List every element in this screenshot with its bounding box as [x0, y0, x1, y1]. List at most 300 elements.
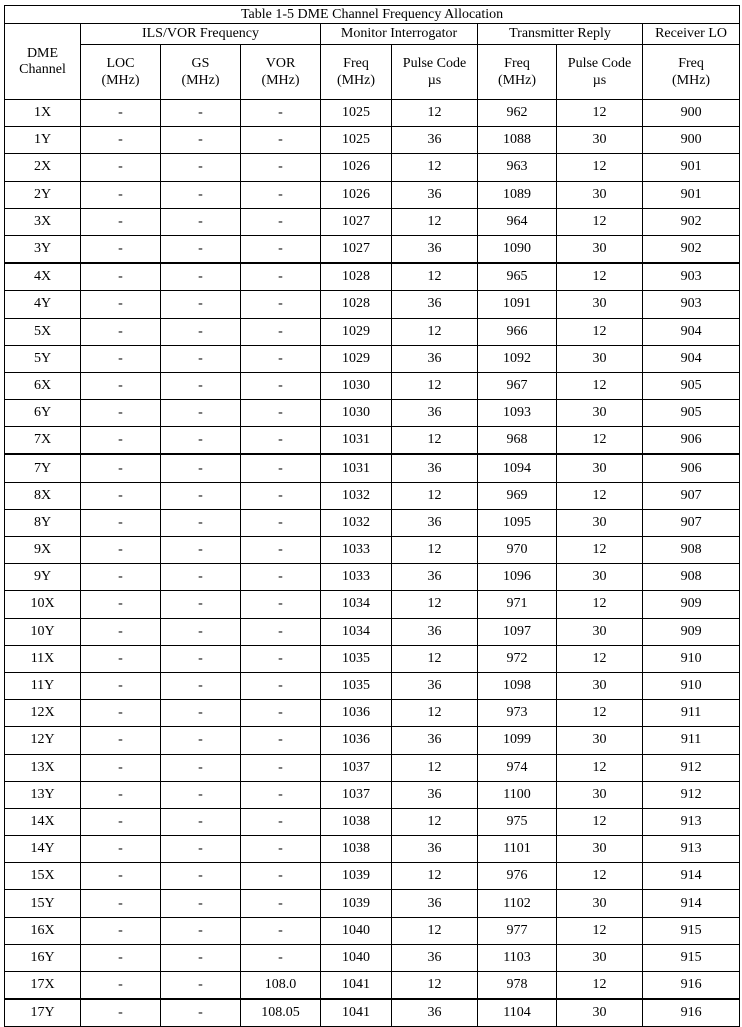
vor-cell: - — [241, 427, 321, 455]
transmitter-pulse-cell: 30 — [557, 454, 643, 482]
monitor-freq-cell: 1028 — [321, 291, 392, 318]
monitor-freq-cell: 1036 — [321, 700, 392, 727]
channel-cell: 4Y — [5, 291, 81, 318]
gs-cell: - — [161, 972, 241, 1000]
transmitter-pulse-cell: 12 — [557, 318, 643, 345]
monitor-pulse-cell: 12 — [392, 917, 478, 944]
transmitter-freq-cell: 1094 — [478, 454, 557, 482]
header-transmitter-freq-l2: (MHz) — [497, 73, 537, 88]
gs-cell: - — [161, 863, 241, 890]
table-row — [5, 999, 740, 1027]
channel-cell: 11Y — [5, 672, 81, 699]
table-row — [5, 700, 740, 727]
transmitter-freq-cell: 1096 — [478, 564, 557, 591]
vor-cell: - — [241, 263, 321, 291]
receiver-freq-cell: 909 — [643, 591, 740, 618]
channel-cell: 3X — [5, 208, 81, 235]
vor-cell: - — [241, 917, 321, 944]
monitor-pulse-cell: 36 — [392, 999, 478, 1027]
header-transmitter-pulse-l2: µs — [592, 73, 607, 88]
transmitter-pulse-cell: 12 — [557, 482, 643, 509]
receiver-freq-cell: 916 — [643, 999, 740, 1027]
monitor-freq-cell: 1032 — [321, 482, 392, 509]
transmitter-pulse-cell: 12 — [557, 372, 643, 399]
receiver-freq-cell: 910 — [643, 672, 740, 699]
loc-cell: - — [81, 291, 161, 318]
channel-cell: 9Y — [5, 564, 81, 591]
gs-cell: - — [161, 727, 241, 754]
loc-cell: - — [81, 100, 161, 127]
channel-cell: 8Y — [5, 509, 81, 536]
gs-cell: - — [161, 318, 241, 345]
loc-cell: - — [81, 917, 161, 944]
table-body — [5, 100, 740, 1027]
loc-cell: - — [81, 181, 161, 208]
loc-cell: - — [81, 509, 161, 536]
monitor-freq-cell: 1026 — [321, 154, 392, 181]
loc-cell: - — [81, 454, 161, 482]
group-header-receiver: Receiver LO — [643, 24, 740, 45]
monitor-freq-cell: 1040 — [321, 917, 392, 944]
receiver-freq-cell: 906 — [643, 427, 740, 455]
vor-cell: - — [241, 672, 321, 699]
table-row — [5, 181, 740, 208]
header-monitor-pulse-l1: Pulse Code — [402, 56, 467, 71]
loc-cell: - — [81, 400, 161, 427]
vor-cell: - — [241, 181, 321, 208]
transmitter-pulse-cell: 30 — [557, 564, 643, 591]
loc-cell: - — [81, 672, 161, 699]
channel-cell: 12Y — [5, 727, 81, 754]
table-row — [5, 754, 740, 781]
channel-cell: 17X — [5, 972, 81, 1000]
transmitter-pulse-cell: 30 — [557, 509, 643, 536]
channel-cell: 4X — [5, 263, 81, 291]
header-loc-l1: LOC — [106, 56, 135, 71]
header-transmitter-pulse-l1: Pulse Code — [567, 56, 632, 71]
monitor-pulse-cell: 12 — [392, 645, 478, 672]
monitor-pulse-cell: 36 — [392, 672, 478, 699]
transmitter-pulse-cell: 30 — [557, 672, 643, 699]
vor-cell: - — [241, 509, 321, 536]
gs-cell: - — [161, 537, 241, 564]
monitor-freq-cell: 1037 — [321, 754, 392, 781]
gs-cell: - — [161, 645, 241, 672]
channel-cell: 16Y — [5, 944, 81, 971]
transmitter-freq-cell: 978 — [478, 972, 557, 1000]
transmitter-freq-cell: 1100 — [478, 781, 557, 808]
monitor-pulse-cell: 12 — [392, 754, 478, 781]
monitor-pulse-cell: 36 — [392, 291, 478, 318]
transmitter-pulse-cell: 12 — [557, 917, 643, 944]
loc-cell: - — [81, 645, 161, 672]
vor-cell: - — [241, 208, 321, 235]
table-row — [5, 944, 740, 971]
transmitter-freq-cell: 971 — [478, 591, 557, 618]
table-row — [5, 263, 740, 291]
loc-cell: - — [81, 754, 161, 781]
monitor-pulse-cell: 12 — [392, 427, 478, 455]
transmitter-pulse-cell: 12 — [557, 100, 643, 127]
monitor-pulse-cell: 36 — [392, 181, 478, 208]
header-monitor-freq-l2: (MHz) — [336, 73, 376, 88]
receiver-freq-cell: 907 — [643, 509, 740, 536]
loc-cell: - — [81, 564, 161, 591]
monitor-pulse-cell: 36 — [392, 618, 478, 645]
table-row — [5, 781, 740, 808]
header-receiver-freq-l1: Freq — [678, 56, 704, 71]
vor-cell: - — [241, 400, 321, 427]
transmitter-freq-cell: 976 — [478, 863, 557, 890]
receiver-freq-cell: 912 — [643, 781, 740, 808]
receiver-freq-cell: 903 — [643, 291, 740, 318]
monitor-freq-cell: 1034 — [321, 591, 392, 618]
monitor-freq-cell: 1025 — [321, 127, 392, 154]
monitor-freq-cell: 1029 — [321, 318, 392, 345]
transmitter-freq-cell: 1098 — [478, 672, 557, 699]
monitor-pulse-cell: 12 — [392, 154, 478, 181]
transmitter-pulse-cell: 30 — [557, 618, 643, 645]
monitor-freq-cell: 1033 — [321, 537, 392, 564]
monitor-freq-cell: 1031 — [321, 427, 392, 455]
vor-cell: - — [241, 944, 321, 971]
gs-cell: - — [161, 618, 241, 645]
monitor-pulse-cell: 12 — [392, 372, 478, 399]
receiver-freq-cell: 913 — [643, 808, 740, 835]
table-row — [5, 537, 740, 564]
transmitter-freq-cell: 975 — [478, 808, 557, 835]
header-monitor-freq — [321, 45, 392, 100]
gs-cell: - — [161, 208, 241, 235]
monitor-freq-cell: 1037 — [321, 781, 392, 808]
table-row — [5, 727, 740, 754]
receiver-freq-cell: 904 — [643, 318, 740, 345]
transmitter-pulse-cell: 12 — [557, 808, 643, 835]
monitor-freq-cell: 1035 — [321, 672, 392, 699]
monitor-freq-cell: 1027 — [321, 235, 392, 263]
transmitter-pulse-cell: 30 — [557, 836, 643, 863]
loc-cell: - — [81, 781, 161, 808]
receiver-freq-cell: 904 — [643, 345, 740, 372]
receiver-freq-cell: 905 — [643, 372, 740, 399]
monitor-freq-cell: 1035 — [321, 645, 392, 672]
monitor-pulse-cell: 12 — [392, 808, 478, 835]
transmitter-freq-cell: 963 — [478, 154, 557, 181]
vor-cell: - — [241, 781, 321, 808]
loc-cell: - — [81, 863, 161, 890]
channel-cell: 2X — [5, 154, 81, 181]
loc-cell: - — [81, 154, 161, 181]
transmitter-freq-cell: 1089 — [478, 181, 557, 208]
transmitter-freq-cell: 1091 — [478, 291, 557, 318]
monitor-freq-cell: 1025 — [321, 100, 392, 127]
transmitter-freq-cell: 974 — [478, 754, 557, 781]
table-row — [5, 454, 740, 482]
loc-cell: - — [81, 127, 161, 154]
loc-cell: - — [81, 727, 161, 754]
vor-cell: - — [241, 318, 321, 345]
table-row — [5, 154, 740, 181]
vor-cell: - — [241, 645, 321, 672]
header-monitor-freq-l1: Freq — [343, 56, 369, 71]
table-row — [5, 890, 740, 917]
transmitter-freq-cell: 1090 — [478, 235, 557, 263]
monitor-freq-cell: 1026 — [321, 181, 392, 208]
channel-cell: 1Y — [5, 127, 81, 154]
transmitter-freq-cell: 1097 — [478, 618, 557, 645]
gs-cell: - — [161, 482, 241, 509]
group-header-monitor: Monitor Interrogator — [321, 24, 478, 45]
table-row — [5, 672, 740, 699]
gs-cell: - — [161, 509, 241, 536]
gs-cell: - — [161, 235, 241, 263]
header-vor — [241, 45, 321, 100]
header-dme-channel — [5, 24, 81, 100]
transmitter-pulse-cell: 12 — [557, 645, 643, 672]
receiver-freq-cell: 908 — [643, 537, 740, 564]
monitor-pulse-cell: 36 — [392, 836, 478, 863]
channel-cell: 5Y — [5, 345, 81, 372]
table-row — [5, 564, 740, 591]
monitor-freq-cell: 1039 — [321, 863, 392, 890]
monitor-pulse-cell: 36 — [392, 564, 478, 591]
transmitter-freq-cell: 973 — [478, 700, 557, 727]
table-row — [5, 100, 740, 127]
transmitter-freq-cell: 968 — [478, 427, 557, 455]
header-vor-l1: VOR — [265, 56, 296, 71]
monitor-freq-cell: 1030 — [321, 372, 392, 399]
vor-cell: - — [241, 591, 321, 618]
transmitter-pulse-cell: 30 — [557, 400, 643, 427]
channel-cell: 11X — [5, 645, 81, 672]
monitor-pulse-cell: 12 — [392, 863, 478, 890]
monitor-pulse-cell: 36 — [392, 944, 478, 971]
channel-cell: 13Y — [5, 781, 81, 808]
receiver-freq-cell: 900 — [643, 127, 740, 154]
monitor-pulse-cell: 12 — [392, 263, 478, 291]
loc-cell: - — [81, 263, 161, 291]
table-row — [5, 645, 740, 672]
header-loc — [81, 45, 161, 100]
receiver-freq-cell: 900 — [643, 100, 740, 127]
channel-cell: 15X — [5, 863, 81, 890]
receiver-freq-cell: 912 — [643, 754, 740, 781]
transmitter-pulse-cell: 12 — [557, 591, 643, 618]
loc-cell: - — [81, 999, 161, 1027]
monitor-freq-cell: 1027 — [321, 208, 392, 235]
receiver-freq-cell: 911 — [643, 700, 740, 727]
monitor-pulse-cell: 36 — [392, 890, 478, 917]
table-row — [5, 509, 740, 536]
channel-cell: 8X — [5, 482, 81, 509]
gs-cell: - — [161, 944, 241, 971]
table-row — [5, 208, 740, 235]
receiver-freq-cell: 915 — [643, 944, 740, 971]
group-header-transmitter: Transmitter Reply — [478, 24, 643, 45]
table-row — [5, 127, 740, 154]
monitor-freq-cell: 1033 — [321, 564, 392, 591]
receiver-freq-cell: 909 — [643, 618, 740, 645]
gs-cell: - — [161, 263, 241, 291]
vor-cell: - — [241, 454, 321, 482]
transmitter-pulse-cell: 30 — [557, 781, 643, 808]
transmitter-pulse-cell: 30 — [557, 235, 643, 263]
transmitter-pulse-cell: 30 — [557, 727, 643, 754]
loc-cell: - — [81, 318, 161, 345]
vor-cell: - — [241, 754, 321, 781]
channel-cell: 14Y — [5, 836, 81, 863]
transmitter-pulse-cell: 12 — [557, 427, 643, 455]
transmitter-pulse-cell: 30 — [557, 890, 643, 917]
gs-cell: - — [161, 427, 241, 455]
monitor-freq-cell: 1030 — [321, 400, 392, 427]
channel-cell: 10X — [5, 591, 81, 618]
vor-cell: - — [241, 127, 321, 154]
loc-cell: - — [81, 808, 161, 835]
transmitter-pulse-cell: 30 — [557, 345, 643, 372]
gs-cell: - — [161, 181, 241, 208]
receiver-freq-cell: 916 — [643, 972, 740, 1000]
transmitter-pulse-cell: 30 — [557, 999, 643, 1027]
table-row — [5, 591, 740, 618]
gs-cell: - — [161, 999, 241, 1027]
receiver-freq-cell: 907 — [643, 482, 740, 509]
transmitter-freq-cell: 1095 — [478, 509, 557, 536]
gs-cell: - — [161, 672, 241, 699]
monitor-pulse-cell: 12 — [392, 208, 478, 235]
monitor-freq-cell: 1036 — [321, 727, 392, 754]
transmitter-freq-cell: 962 — [478, 100, 557, 127]
header-gs — [161, 45, 241, 100]
transmitter-pulse-cell: 12 — [557, 154, 643, 181]
vor-cell: - — [241, 727, 321, 754]
loc-cell: - — [81, 836, 161, 863]
header-transmitter-freq — [478, 45, 557, 100]
table-row — [5, 863, 740, 890]
gs-cell: - — [161, 700, 241, 727]
vor-cell: 108.0 — [241, 972, 321, 1000]
monitor-pulse-cell: 36 — [392, 509, 478, 536]
gs-cell: - — [161, 917, 241, 944]
transmitter-freq-cell: 977 — [478, 917, 557, 944]
loc-cell: - — [81, 427, 161, 455]
loc-cell: - — [81, 537, 161, 564]
channel-cell: 16X — [5, 917, 81, 944]
loc-cell: - — [81, 944, 161, 971]
header-gs-l2: (MHz) — [181, 73, 220, 88]
header-transmitter-pulse — [557, 45, 643, 100]
receiver-freq-cell: 911 — [643, 727, 740, 754]
gs-cell: - — [161, 890, 241, 917]
header-dme-channel-l1: DME — [26, 45, 59, 61]
vor-cell: - — [241, 100, 321, 127]
monitor-freq-cell: 1032 — [321, 509, 392, 536]
transmitter-freq-cell: 969 — [478, 482, 557, 509]
table-row — [5, 836, 740, 863]
transmitter-pulse-cell: 12 — [557, 754, 643, 781]
monitor-freq-cell: 1040 — [321, 944, 392, 971]
table-row — [5, 235, 740, 263]
vor-cell: - — [241, 564, 321, 591]
header-vor-l2: (MHz) — [261, 73, 300, 88]
monitor-pulse-cell: 12 — [392, 700, 478, 727]
table-row — [5, 482, 740, 509]
transmitter-pulse-cell: 30 — [557, 291, 643, 318]
monitor-freq-cell: 1029 — [321, 345, 392, 372]
vor-cell: - — [241, 291, 321, 318]
vor-cell: - — [241, 482, 321, 509]
transmitter-pulse-cell: 30 — [557, 944, 643, 971]
vor-cell: - — [241, 700, 321, 727]
group-header-ils-vor: ILS/VOR Frequency — [81, 24, 321, 45]
monitor-pulse-cell: 36 — [392, 235, 478, 263]
table-row — [5, 427, 740, 455]
loc-cell: - — [81, 345, 161, 372]
receiver-freq-cell: 914 — [643, 863, 740, 890]
vor-cell: - — [241, 618, 321, 645]
monitor-pulse-cell: 12 — [392, 100, 478, 127]
channel-cell: 9X — [5, 537, 81, 564]
transmitter-freq-cell: 1092 — [478, 345, 557, 372]
gs-cell: - — [161, 754, 241, 781]
channel-cell: 1X — [5, 100, 81, 127]
gs-cell: - — [161, 454, 241, 482]
monitor-pulse-cell: 36 — [392, 727, 478, 754]
receiver-freq-cell: 901 — [643, 181, 740, 208]
header-monitor-pulse-l2: µs — [427, 73, 442, 88]
vor-cell: 108.05 — [241, 999, 321, 1027]
loc-cell: - — [81, 700, 161, 727]
table-row — [5, 345, 740, 372]
gs-cell: - — [161, 291, 241, 318]
monitor-freq-cell: 1031 — [321, 454, 392, 482]
gs-cell: - — [161, 564, 241, 591]
gs-cell: - — [161, 591, 241, 618]
monitor-pulse-cell: 12 — [392, 972, 478, 1000]
vor-cell: - — [241, 372, 321, 399]
monitor-freq-cell: 1038 — [321, 808, 392, 835]
header-monitor-pulse — [392, 45, 478, 100]
monitor-pulse-cell: 36 — [392, 454, 478, 482]
transmitter-freq-cell: 1093 — [478, 400, 557, 427]
monitor-freq-cell: 1039 — [321, 890, 392, 917]
table-row — [5, 372, 740, 399]
transmitter-freq-cell: 1088 — [478, 127, 557, 154]
channel-cell: 10Y — [5, 618, 81, 645]
vor-cell: - — [241, 345, 321, 372]
header-receiver-freq-l2: (MHz) — [672, 73, 711, 88]
loc-cell: - — [81, 591, 161, 618]
monitor-freq-cell: 1041 — [321, 972, 392, 1000]
table-row — [5, 400, 740, 427]
gs-cell: - — [161, 154, 241, 181]
channel-cell: 12X — [5, 700, 81, 727]
transmitter-pulse-cell: 12 — [557, 972, 643, 1000]
receiver-freq-cell: 905 — [643, 400, 740, 427]
monitor-pulse-cell: 12 — [392, 318, 478, 345]
channel-cell: 5X — [5, 318, 81, 345]
channel-cell: 7X — [5, 427, 81, 455]
transmitter-freq-cell: 966 — [478, 318, 557, 345]
monitor-pulse-cell: 36 — [392, 345, 478, 372]
loc-cell: - — [81, 618, 161, 645]
monitor-pulse-cell: 36 — [392, 127, 478, 154]
channel-cell: 3Y — [5, 235, 81, 263]
table-row — [5, 808, 740, 835]
transmitter-pulse-cell: 12 — [557, 700, 643, 727]
loc-cell: - — [81, 482, 161, 509]
channel-cell: 6Y — [5, 400, 81, 427]
